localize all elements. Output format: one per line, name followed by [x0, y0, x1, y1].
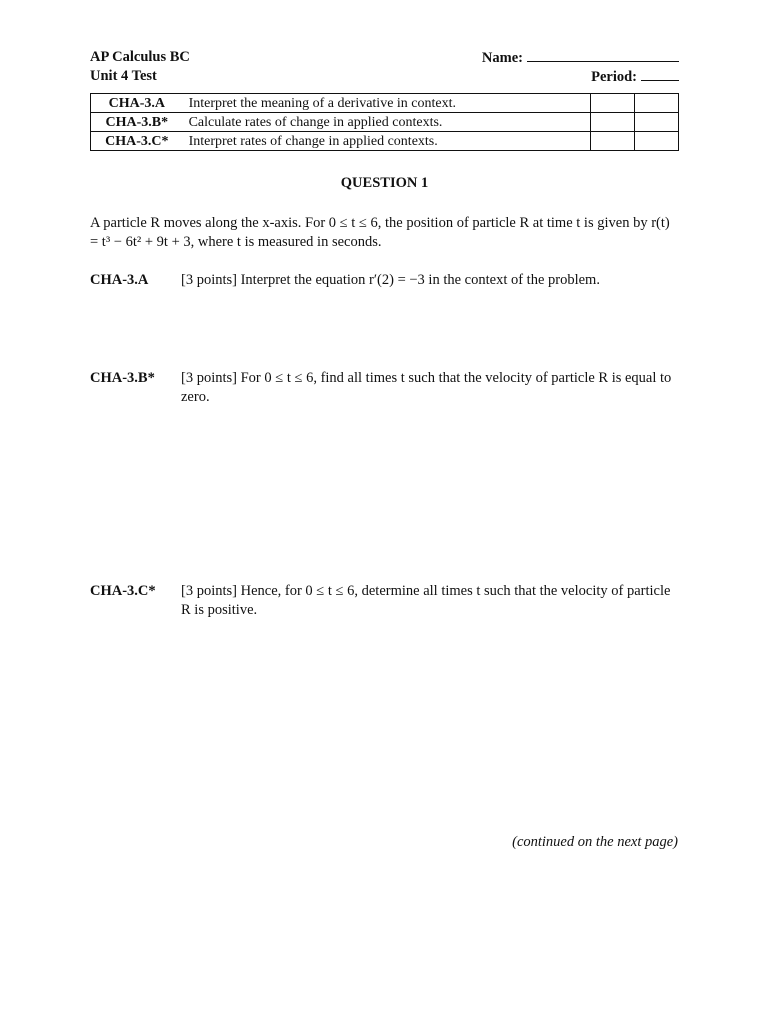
- score-box[interactable]: [635, 132, 679, 151]
- skill-code: CHA-3.B*: [91, 113, 183, 132]
- question-title: QUESTION 1: [340, 175, 429, 191]
- table-row: [91, 94, 679, 113]
- header-row-2: [90, 67, 679, 86]
- name-blank[interactable]: [527, 48, 679, 62]
- name-label: Name:: [481, 50, 523, 66]
- score-box[interactable]: [591, 113, 635, 132]
- part-text: [3 points] Interpret the equation r′(2) = −3 in the context of the problem.: [181, 272, 600, 288]
- score-box[interactable]: [591, 94, 635, 113]
- skill-description: Calculate rates of change in applied contexts.: [183, 113, 591, 132]
- table-row: [91, 113, 679, 132]
- test-page: [90, 0, 680, 1024]
- score-box[interactable]: [635, 113, 679, 132]
- score-box[interactable]: [591, 132, 635, 151]
- question-part-c: [90, 582, 679, 620]
- header-row-1: [90, 48, 679, 67]
- question-part-a: [90, 271, 679, 290]
- table-row: [91, 132, 679, 151]
- part-code: CHA-3.C*: [90, 583, 156, 599]
- continued-note: (continued on the next page): [512, 834, 678, 850]
- skill-code: CHA-3.C*: [91, 132, 183, 151]
- period-field[interactable]: [591, 67, 679, 86]
- skill-code: CHA-3.A: [91, 94, 183, 113]
- period-blank[interactable]: [641, 67, 679, 81]
- part-code: CHA-3.A: [90, 272, 149, 288]
- unit-title: Unit 4 Test: [90, 68, 157, 84]
- name-field[interactable]: [482, 48, 679, 67]
- score-box[interactable]: [635, 94, 679, 113]
- course-title: AP Calculus BC: [90, 49, 190, 65]
- skill-description: Interpret rates of change in applied contexts.: [183, 132, 591, 151]
- question-intro: A particle R moves along the x-axis. For 0 ≤ t ≤ 6, the position of particle R at time t is given by r(t) = t³ − 6t² + 9t + 3, where t is measured in seconds.: [90, 215, 670, 250]
- period-label: Period:: [591, 69, 637, 85]
- skills-table: [90, 93, 679, 151]
- part-text: [3 points] For 0 ≤ t ≤ 6, find all times t such that the velocity of particle R is equal to zero.: [181, 370, 672, 405]
- question-part-b: [90, 369, 679, 407]
- part-code: CHA-3.B*: [90, 370, 155, 386]
- skill-description: Interpret the meaning of a derivative in context.: [183, 94, 591, 113]
- part-text: [3 points] Hence, for 0 ≤ t ≤ 6, determine all times t such that the velocity of particle R is positive.: [181, 583, 671, 618]
